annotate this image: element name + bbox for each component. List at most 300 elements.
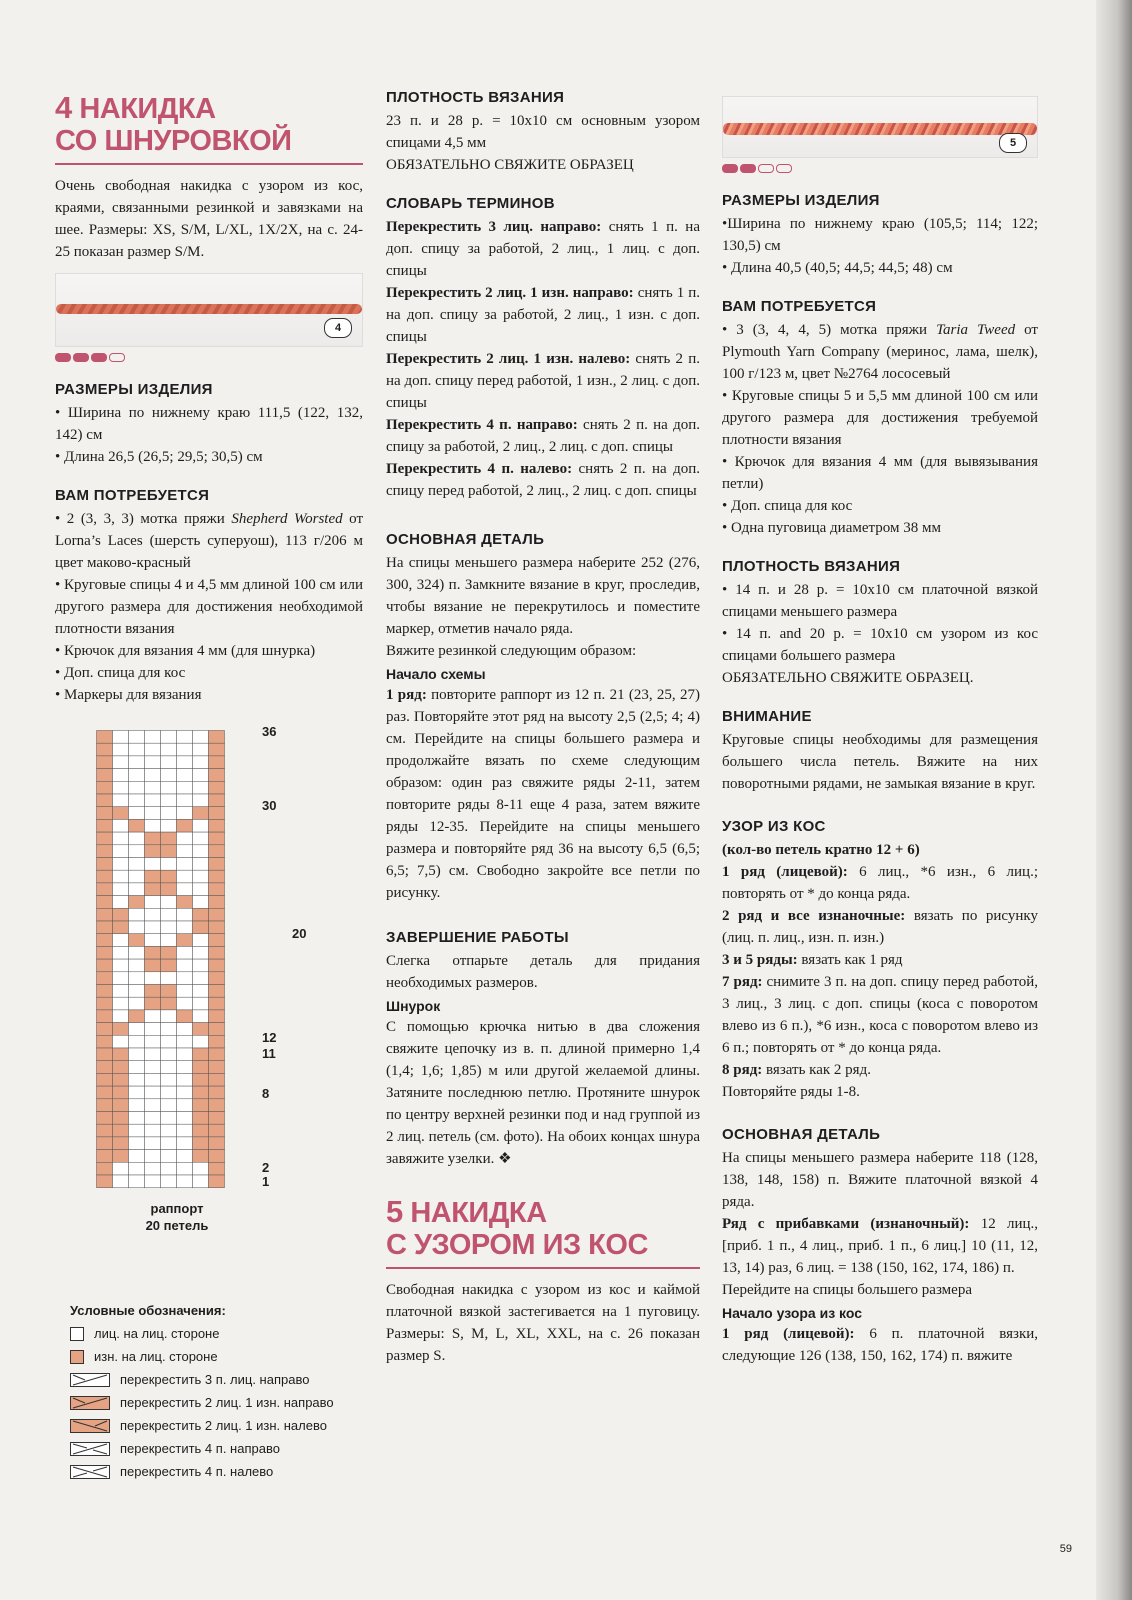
attention-heading: ВНИМАНИЕ (722, 708, 812, 725)
cord-text: С помощью крючка нитью в два сложения свяжите цепочку из в. п. длиной примерно 1,4 (1,4; 1,6; 1,85) м или другой желаемой длины. Затяните последнюю петлю. Протяните шнурок по центру верхней резинки под и над группой из 2 лиц. петель (см. фото). На обоих концах шнура завяжите узелки. ❖ (386, 1019, 700, 1167)
chart-cell (97, 1124, 113, 1137)
project5-title: 5 НАКИДКА С УЗОРОМ ИЗ КОС (386, 1194, 648, 1261)
chart-cell (177, 1023, 193, 1036)
cord-heading: Шнурок (386, 998, 441, 1014)
chart-cell (97, 1112, 113, 1125)
legend-item: перекрестить 2 лиц. 1 изн. налево (70, 1414, 380, 1437)
chart-cell (97, 769, 113, 782)
chart-cell (177, 1048, 193, 1061)
chart-cell (129, 1010, 145, 1023)
legend-item: перекрестить 4 п. направо (70, 1437, 380, 1460)
chart-cell (161, 794, 177, 807)
chart-cell (209, 1124, 225, 1137)
chart-cell (129, 883, 145, 896)
legend-item: лиц. на лиц. стороне (70, 1322, 380, 1345)
chart-cell (161, 934, 177, 947)
chart-cell (161, 921, 177, 934)
chart-cell (113, 896, 129, 909)
chart-cell (161, 781, 177, 794)
chart-cell (97, 794, 113, 807)
chart-cell (145, 1175, 161, 1188)
chart-cell (97, 870, 113, 883)
chart-cell (177, 1175, 193, 1188)
chart-cell (113, 1162, 129, 1175)
chart-cell (145, 832, 161, 845)
chart-cell (193, 794, 209, 807)
chart-cell (177, 807, 193, 820)
chart-cell (193, 972, 209, 985)
chart-cell (177, 1150, 193, 1163)
list-item: • Круговые спицы 5 и 5,5 мм длиной 100 см или другого размера для достижения требуемой плотности вязания (722, 388, 1038, 448)
chart-cell (161, 1124, 177, 1137)
gauge-heading: ПЛОТНОСТЬ ВЯЗАНИЯ (722, 558, 901, 575)
chart-cell (113, 908, 129, 921)
chart-cell (97, 972, 113, 985)
row-label-36: 36 (262, 724, 277, 739)
row-label-12: 12 (262, 1030, 277, 1045)
row-instruction: 1 ряд: повторите раппорт из 12 п. 21 (23, 25, 27) раз. Повторяйте этот ряд на высоту 2,5 (2,5; 4; 4) см. Перейдите на спицы большего размера и продолжайте вязать по схеме следующим образом: один раз свяжите ряды 2-11, затем повторите ряды 8-11 еще 4 раза, затем вяжите ряды 12-35. Перейдите на спицы меньшего размера и повторяйте ряд 36 на высоту 6,5 (6,5; 6,5; 7,5) см. Свободно закройте все петли по рисунку. (386, 687, 700, 901)
glossary-item: Перекрестить 4 п. направо: снять 2 п. на доп. спицу за работой, 2 лиц., 2 лиц. с доп. спицы (386, 417, 700, 455)
chart-cell (145, 807, 161, 820)
chart-cell (161, 946, 177, 959)
chart-cell (145, 896, 161, 909)
list-item: • Круговые спицы 4 и 4,5 мм длиной 100 см или другого размера для достижения необходимой плотности вязания (55, 577, 363, 637)
chart-cell (177, 997, 193, 1010)
chart-cell (161, 1175, 177, 1188)
chart-cell (209, 908, 225, 921)
chart-cell (113, 985, 129, 998)
chart-cell (97, 832, 113, 845)
chart-cell (177, 731, 193, 744)
chart-cell (209, 972, 225, 985)
chart-cell (177, 769, 193, 782)
chart-cell (161, 731, 177, 744)
row-label-8: 8 (262, 1086, 270, 1101)
chart-cell (145, 794, 161, 807)
chart-cell (177, 883, 193, 896)
chart-cell (177, 781, 193, 794)
chart-cell (177, 1073, 193, 1086)
list-item: • 3 (3, 4, 4, 5) мотка пряжи Taria Tweed от Plymouth Yarn Company (меринос, лама, шелк), 100 г/123 м, цвет №2764 лососевый (722, 322, 1038, 382)
chart-cell (129, 794, 145, 807)
chart-cell (145, 858, 161, 871)
chart-cell (97, 883, 113, 896)
chart-cell (193, 845, 209, 858)
finishing-heading: ЗАВЕРШЕНИЕ РАБОТЫ (386, 929, 569, 946)
chart-cell (161, 908, 177, 921)
chart-cell (177, 921, 193, 934)
chart-cell (113, 1061, 129, 1074)
chart-cell (161, 883, 177, 896)
chart-cell (97, 781, 113, 794)
chart-cell (177, 934, 193, 947)
row-instruction: 8 ряд: вязать как 2 ряд. (722, 1062, 871, 1078)
list-item: • 14 п. and 20 р. = 10x10 см узором из кос спицами большего размера (722, 626, 1038, 664)
chart-cell (129, 1175, 145, 1188)
chart-cell (97, 1073, 113, 1086)
chart-cell (97, 1162, 113, 1175)
chart-cell (97, 997, 113, 1010)
chart-cell (177, 896, 193, 909)
chart-cell (177, 1035, 193, 1048)
chart-cell (193, 883, 209, 896)
chart-cell (97, 845, 113, 858)
chart-cell (113, 781, 129, 794)
finishing-text: Слегка отпарьте деталь для придания необходимых размеров. (386, 953, 700, 991)
page-edge-shadow (1096, 0, 1132, 1600)
gauge-heading: ПЛОТНОСТЬ ВЯЗАНИЯ (386, 89, 565, 106)
chart-cell (129, 921, 145, 934)
chart-cell (145, 1048, 161, 1061)
chart-cell (129, 959, 145, 972)
rapport-caption: раппорт 20 петель (145, 1201, 209, 1233)
chart-cell (161, 959, 177, 972)
chart-cell (177, 1137, 193, 1150)
project4-intro: Очень свободная накидка с узором из кос, краями, связанными резинкой и завязками на шее. Размеры: XS, S/M, L/XL, 1X/2X, на с. 24-25 показан размер S/M. (55, 178, 363, 260)
chart-cell (193, 921, 209, 934)
chart-cell (145, 883, 161, 896)
chart-cell (145, 1112, 161, 1125)
chart-cell (129, 870, 145, 883)
chart-cell (161, 1023, 177, 1036)
chart-cell (209, 896, 225, 909)
row-label-1: 1 (262, 1174, 270, 1189)
chart-cell (97, 819, 113, 832)
chart-cell (129, 769, 145, 782)
glossary-item: Перекрестить 2 лиц. 1 изн. направо: снять 1 п. на доп. спицу за работой, 2 лиц., 1 изн. с доп. спицы (386, 285, 700, 345)
row-instruction: 1 ряд (лицевой): 6 п. платочной вязки, следующие 126 (138, 150, 162, 174) п. вяжите (722, 1326, 1039, 1364)
chart-cell (145, 1162, 161, 1175)
chart-cell (161, 1086, 177, 1099)
list-item: • Крючок для вязания 4 мм (для вывязывания петли) (722, 454, 1038, 492)
chart-cell (113, 819, 129, 832)
chart-cell (97, 959, 113, 972)
chart-cell (193, 997, 209, 1010)
cable-subheading: (кол-во петель кратно 12 + 6) (722, 842, 920, 858)
chart-cell (129, 1073, 145, 1086)
chart-cell (129, 807, 145, 820)
chart-cell (209, 946, 225, 959)
column-1 (55, 88, 363, 1233)
chart-cell (145, 921, 161, 934)
chart-cell (145, 1023, 161, 1036)
chart-cell (129, 1137, 145, 1150)
chart-cell (193, 769, 209, 782)
chart-cell (209, 883, 225, 896)
chart-cell (145, 1061, 161, 1074)
chart-cell (193, 1137, 209, 1150)
chart-cell (193, 1048, 209, 1061)
chart-cell (129, 756, 145, 769)
chart-cell (145, 1124, 161, 1137)
chart-cell (113, 769, 129, 782)
chart-cell (129, 1150, 145, 1163)
chart-cell (209, 1048, 225, 1061)
chart-cell (145, 1099, 161, 1112)
chart-cell (209, 870, 225, 883)
chart-cell (113, 794, 129, 807)
list-item: •Ширина по нижнему краю (105,5; 114; 122; 130,5) см (722, 216, 1038, 254)
chart-cell (129, 731, 145, 744)
chart-cell (193, 781, 209, 794)
chart-start-heading: Начало схемы (386, 666, 486, 682)
chart-cell (129, 1099, 145, 1112)
list-item: • Доп. спица для кос (55, 665, 186, 681)
chart-cell (177, 1124, 193, 1137)
chart-cell (145, 985, 161, 998)
materials-heading: ВАМ ПОТРЕБУЕТСЯ (55, 487, 210, 504)
chart-cell (129, 997, 145, 1010)
project5-intro: Свободная накидка с узором из кос и каймой платочной вязкой застегивается на 1 пуговицу. Размеры: S, M, L, XL, XXL, на с. 26 показан размер S. (386, 1282, 700, 1364)
chart-cell (161, 756, 177, 769)
chart-cell (113, 1010, 129, 1023)
chart-cell (129, 845, 145, 858)
chart-cell (113, 883, 129, 896)
chart-cell (193, 1035, 209, 1048)
chart-cell (161, 870, 177, 883)
legend-item: изн. на лиц. стороне (70, 1345, 380, 1368)
attention-text: Круговые спицы необходимы для размещения большего числа петель. Вяжите на них поворотными рядами, не замыкая вязание в круг. (722, 732, 1038, 792)
chart-cell (145, 731, 161, 744)
chart-cell (193, 1061, 209, 1074)
chart-cell (97, 858, 113, 871)
chart-cell (209, 959, 225, 972)
chart-cell (177, 819, 193, 832)
chart-cell (193, 756, 209, 769)
main-heading: ОСНОВНАЯ ДЕТАЛЬ (722, 1126, 881, 1143)
chart-cell (129, 908, 145, 921)
chart-cell (113, 807, 129, 820)
title-rule (55, 163, 363, 165)
chart-cell (193, 1086, 209, 1099)
row-label-30: 30 (262, 798, 277, 813)
chart-cell (161, 1061, 177, 1074)
chart-cell (161, 858, 177, 871)
chart-cell (209, 921, 225, 934)
chart-cell (145, 769, 161, 782)
chart-cell (193, 934, 209, 947)
chart-cell (97, 1023, 113, 1036)
chart-cell (145, 781, 161, 794)
chart-cell (113, 1048, 129, 1061)
chart-cell (177, 908, 193, 921)
list-item: • Длина 40,5 (40,5; 44,5; 44,5; 48) см (722, 260, 953, 276)
chart-cell (145, 946, 161, 959)
chart-cell (193, 1023, 209, 1036)
chart-cell (145, 1137, 161, 1150)
chart-cell (177, 1099, 193, 1112)
list-item: • Доп. спица для кос (722, 498, 853, 514)
chart-cell (129, 781, 145, 794)
column-3 (722, 88, 1038, 1367)
legend-item: перекрестить 3 п. лиц. направо (70, 1368, 380, 1391)
chart-cell (113, 870, 129, 883)
list-item: • 2 (3, 3, 3) мотка пряжи Shepherd Worsted от Lorna’s Laces (шерсть суперуош), 113 г/206 м цвет маково-красный (55, 511, 363, 571)
main-text: На спицы меньшего размера наберите 252 (276, 300, 324) п. Замкните вязание в круг, проследив, чтобы вязание не перекрутилось и поместите маркер, отметив начало ряда. (386, 555, 700, 637)
chart-cell (97, 1150, 113, 1163)
chart-cell (145, 1086, 161, 1099)
chart-cell (97, 743, 113, 756)
chart-cell (145, 1035, 161, 1048)
project4-title: 4 НАКИДКА СО ШНУРОВКОЙ (55, 90, 292, 157)
chart-cell (177, 1162, 193, 1175)
chart-cell (129, 1048, 145, 1061)
chart-cell (97, 908, 113, 921)
chart-cell (209, 743, 225, 756)
chart-cell (145, 1010, 161, 1023)
chart-cell (145, 756, 161, 769)
chart-cell (193, 1099, 209, 1112)
row-instruction: Ряд с прибавками (изнаночный): 12 лиц., [приб. 1 п., 4 лиц., приб. 1 п., 6 лиц.] 10 (11, 12, 13, 14) раз, 6 лиц. = 138 (150, 162, 174, 186) п. (722, 1216, 1038, 1276)
chart-cell (193, 1073, 209, 1086)
chart-cell (113, 1035, 129, 1048)
chart-cell (129, 858, 145, 871)
chart-cell (129, 1112, 145, 1125)
chart-cell (161, 997, 177, 1010)
chart-cell (193, 896, 209, 909)
row-instruction: 3 и 5 ряды: вязать как 1 ряд (722, 952, 903, 968)
chart-cell (209, 1035, 225, 1048)
chart-cell (129, 1035, 145, 1048)
chart-cell (113, 731, 129, 744)
chart-cell (177, 794, 193, 807)
chart-cell (193, 1175, 209, 1188)
chart-cell (161, 1150, 177, 1163)
chart-cell (161, 1112, 177, 1125)
chart-cell (145, 1150, 161, 1163)
chart-cell (145, 959, 161, 972)
chart-cell (193, 743, 209, 756)
chart-cell (209, 769, 225, 782)
chart-cell (209, 1086, 225, 1099)
materials-heading: ВАМ ПОТРЕБУЕТСЯ (722, 298, 877, 315)
skill-level-icon (55, 353, 363, 362)
sizes-heading: РАЗМЕРЫ ИЗДЕЛИЯ (55, 381, 213, 398)
chart-cell (129, 1086, 145, 1099)
chart-cell (209, 1023, 225, 1036)
chart-cell (129, 832, 145, 845)
chart-cell (97, 756, 113, 769)
chart-cell (161, 743, 177, 756)
chart-cell (209, 794, 225, 807)
chart-cell (145, 972, 161, 985)
row-label-20: 20 (292, 926, 307, 941)
chart-cell (161, 807, 177, 820)
list-item: • Длина 26,5 (26,5; 29,5; 30,5) см (55, 449, 263, 465)
chart-cell (129, 743, 145, 756)
row-instruction: 7 ряд: снимите 3 п. на доп. спицу перед работой, 3 лиц., 3 лиц. с доп. спицы (коса с поворотом влево из 6 п.), *6 изн., коса с поворотом влево из 6 п.; повторять от * до конца ряда. (722, 974, 1038, 1056)
chart-cell (97, 1175, 113, 1188)
chart-cell (177, 1061, 193, 1074)
chart-cell (177, 870, 193, 883)
chart-cell (113, 1150, 129, 1163)
chart-cell (209, 1150, 225, 1163)
yarn-photo (55, 273, 363, 347)
chart-cell (145, 1073, 161, 1086)
chart-cell (161, 1010, 177, 1023)
chart-cell (97, 1137, 113, 1150)
chart-cell (209, 1175, 225, 1188)
chart-cell (209, 934, 225, 947)
main-text: На спицы меньшего размера наберите 118 (128, 138, 148, 158) п. Вяжите платочной вязкой 4 ряда. (722, 1150, 1038, 1210)
chart-cell (129, 972, 145, 985)
chart-cell (113, 845, 129, 858)
chart-cell (113, 921, 129, 934)
chart-cell (209, 1073, 225, 1086)
legend-item: перекрестить 4 п. налево (70, 1460, 380, 1483)
chart-cell (129, 896, 145, 909)
title-rule (386, 1267, 700, 1269)
main-text: Вяжите резинкой следующим образом: (386, 643, 637, 659)
repeat-text: Повторяйте ряды 1-8. (722, 1084, 860, 1100)
chart-cell (193, 1010, 209, 1023)
chart-cell (129, 1023, 145, 1036)
chart-cell (113, 858, 129, 871)
main-text: Перейдите на спицы большего размера (722, 1282, 972, 1298)
chart-cell (209, 1137, 225, 1150)
chart-cell (97, 1086, 113, 1099)
chart-cell (161, 769, 177, 782)
glossary-item: Перекрестить 2 лиц. 1 изн. налево: снять 2 п. на доп. спицу перед работой, 1 изн., 2 лиц. с доп. спицы (386, 351, 700, 411)
glossary-item: Перекрестить 3 лиц. направо: снять 1 п. на доп. спицу за работой, 2 лиц., 1 лиц. с доп. спицы (386, 219, 700, 279)
row-instruction: 1 ряд (лицевой): 6 лиц., *6 изн., 6 лиц.; повторять от * до конца ряда. (722, 864, 1038, 902)
chart-cell (177, 1086, 193, 1099)
row-label-11: 11 (262, 1046, 276, 1061)
chart-cell (161, 832, 177, 845)
chart-cell (193, 1112, 209, 1125)
column-2 (386, 88, 700, 1367)
chart-cell (193, 908, 209, 921)
chart-cell (161, 1073, 177, 1086)
chart-cell (113, 997, 129, 1010)
chart-cell (113, 1023, 129, 1036)
page-number: 59 (1059, 1543, 1072, 1555)
chart-cell (145, 997, 161, 1010)
chart-cell (145, 908, 161, 921)
chart-cell (129, 1061, 145, 1074)
chart-cell (161, 1099, 177, 1112)
chart-cell (113, 1099, 129, 1112)
chart-cell (177, 985, 193, 998)
chart-cell (177, 845, 193, 858)
chart-cell (177, 858, 193, 871)
row-label-2: 2 (262, 1160, 270, 1175)
chart-cell (193, 731, 209, 744)
chart-cell (113, 1073, 129, 1086)
chart-cell (97, 1010, 113, 1023)
chart-cell (161, 819, 177, 832)
gauge-warning: ОБЯЗАТЕЛЬНО СВЯЖИТЕ ОБРАЗЕЦ (386, 157, 634, 173)
chart-cell (97, 934, 113, 947)
chart-cell (177, 756, 193, 769)
legend-item: перекрестить 2 лиц. 1 изн. направо (70, 1391, 380, 1414)
chart-cell (97, 1035, 113, 1048)
chart-cell (209, 731, 225, 744)
chart-cell (97, 896, 113, 909)
chart-cell (161, 1162, 177, 1175)
list-item: • Крючок для вязания 4 мм (для шнурка) (55, 643, 316, 659)
chart-cell (145, 934, 161, 947)
knitting-chart (55, 720, 363, 1233)
gauge-warning: ОБЯЗАТЕЛЬНО СВЯЖИТЕ ОБРАЗЕЦ. (722, 670, 974, 686)
chart-cell (129, 1162, 145, 1175)
pattern-start-heading: Начало узора из кос (722, 1305, 863, 1321)
chart-cell (209, 756, 225, 769)
chart-cell (161, 1048, 177, 1061)
chart-cell (193, 1150, 209, 1163)
chart-legend (70, 1303, 380, 1483)
chart-cell (177, 1112, 193, 1125)
